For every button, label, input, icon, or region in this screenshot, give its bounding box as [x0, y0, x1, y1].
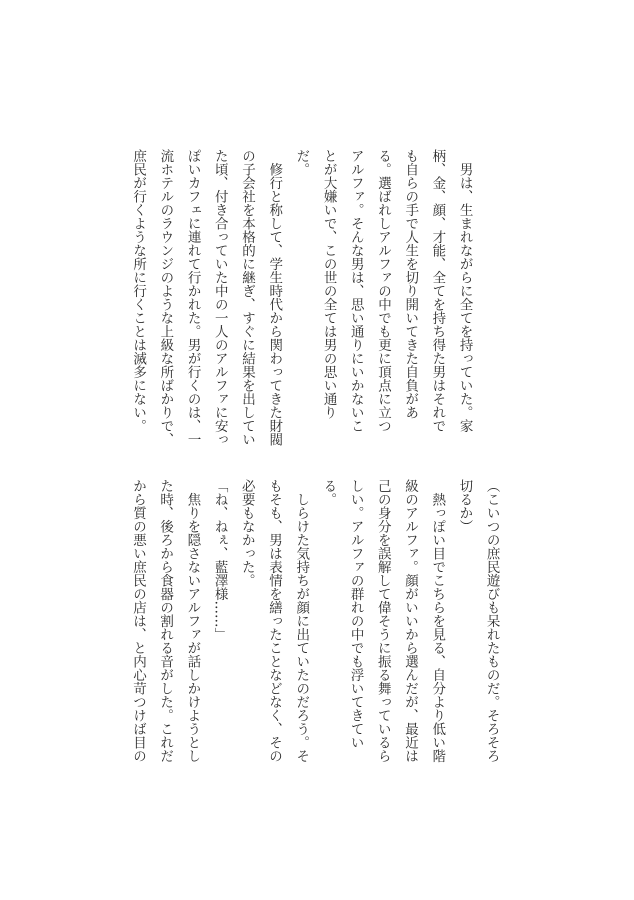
text-column: 焦りを隠さないアルファが話しかけようとし — [184, 479, 201, 763]
text-column: から質の悪い庶民の店は、と内心苛つけば目の — [129, 479, 146, 763]
text-column: 級のアルファ。顔がいいから選んだが、最近は — [402, 479, 418, 763]
text-column: しらけた気持ちが顔に出ていたのだろう。そ — [293, 479, 310, 763]
text-column: 己の身分を誤解して偉そうに振る舞っているら — [374, 479, 391, 763]
text-column: 庶民が行くような所に行くことは滅多にない。 — [130, 149, 147, 433]
text-column: も自らの手で人生を切り開いてきた自負があ — [402, 149, 419, 419]
dialogue-column: 「ね、ねぇ、藍澤様……」 — [211, 479, 228, 641]
text-column: 修行と称して、学生時代から関わってきた財閥 — [266, 149, 283, 446]
text-column: る。 — [320, 479, 337, 506]
text-column: の子会社を本格的に継ぎ、すぐに結果を出してい — [238, 149, 255, 446]
text-column: 男は、生まれながらに全てを持っていた。家 — [456, 149, 473, 433]
lower-tier-text — [124, 479, 505, 779]
text-column: とが大嫌いで、この世の全ては男の思い通り — [320, 149, 337, 419]
text-column: 流ホテルのラウンジのような上級な所ばかりで、 — [157, 149, 174, 446]
text-column: アルファ。そんな男は、思い通りにいかないこ — [347, 149, 364, 433]
text-column: （こいつの庶民遊びも呆れたものだ。そろそろ — [483, 479, 500, 763]
text-column: しい。アルファの群れの中でも浮いてきてい — [347, 479, 364, 749]
upper-tier-text — [124, 149, 478, 449]
text-column: ぽいカフェに連れて行かれた。男が行くのは、一 — [184, 149, 201, 446]
text-column: もそも、男は表情を繕ったことなどなく、その — [265, 479, 282, 763]
text-column: だ。 — [293, 149, 310, 176]
text-column: た頃、付き合っていた中の一人のアルファに安っ — [211, 149, 228, 446]
text-column: 柄、金、顔、才能、全てを持ち得た男はそれで — [429, 149, 446, 433]
text-column: る。選ばれしアルファの中でも更に頂点に立つ — [375, 149, 391, 433]
text-column: 切るか） — [456, 479, 473, 533]
text-column: た時、後ろから食器の割れる音がした。これだ — [157, 479, 174, 763]
text-column: 必要もなかった。 — [238, 479, 255, 587]
text-column: 熱っぽい目でこちらを見る、自分より低い階 — [429, 479, 446, 763]
